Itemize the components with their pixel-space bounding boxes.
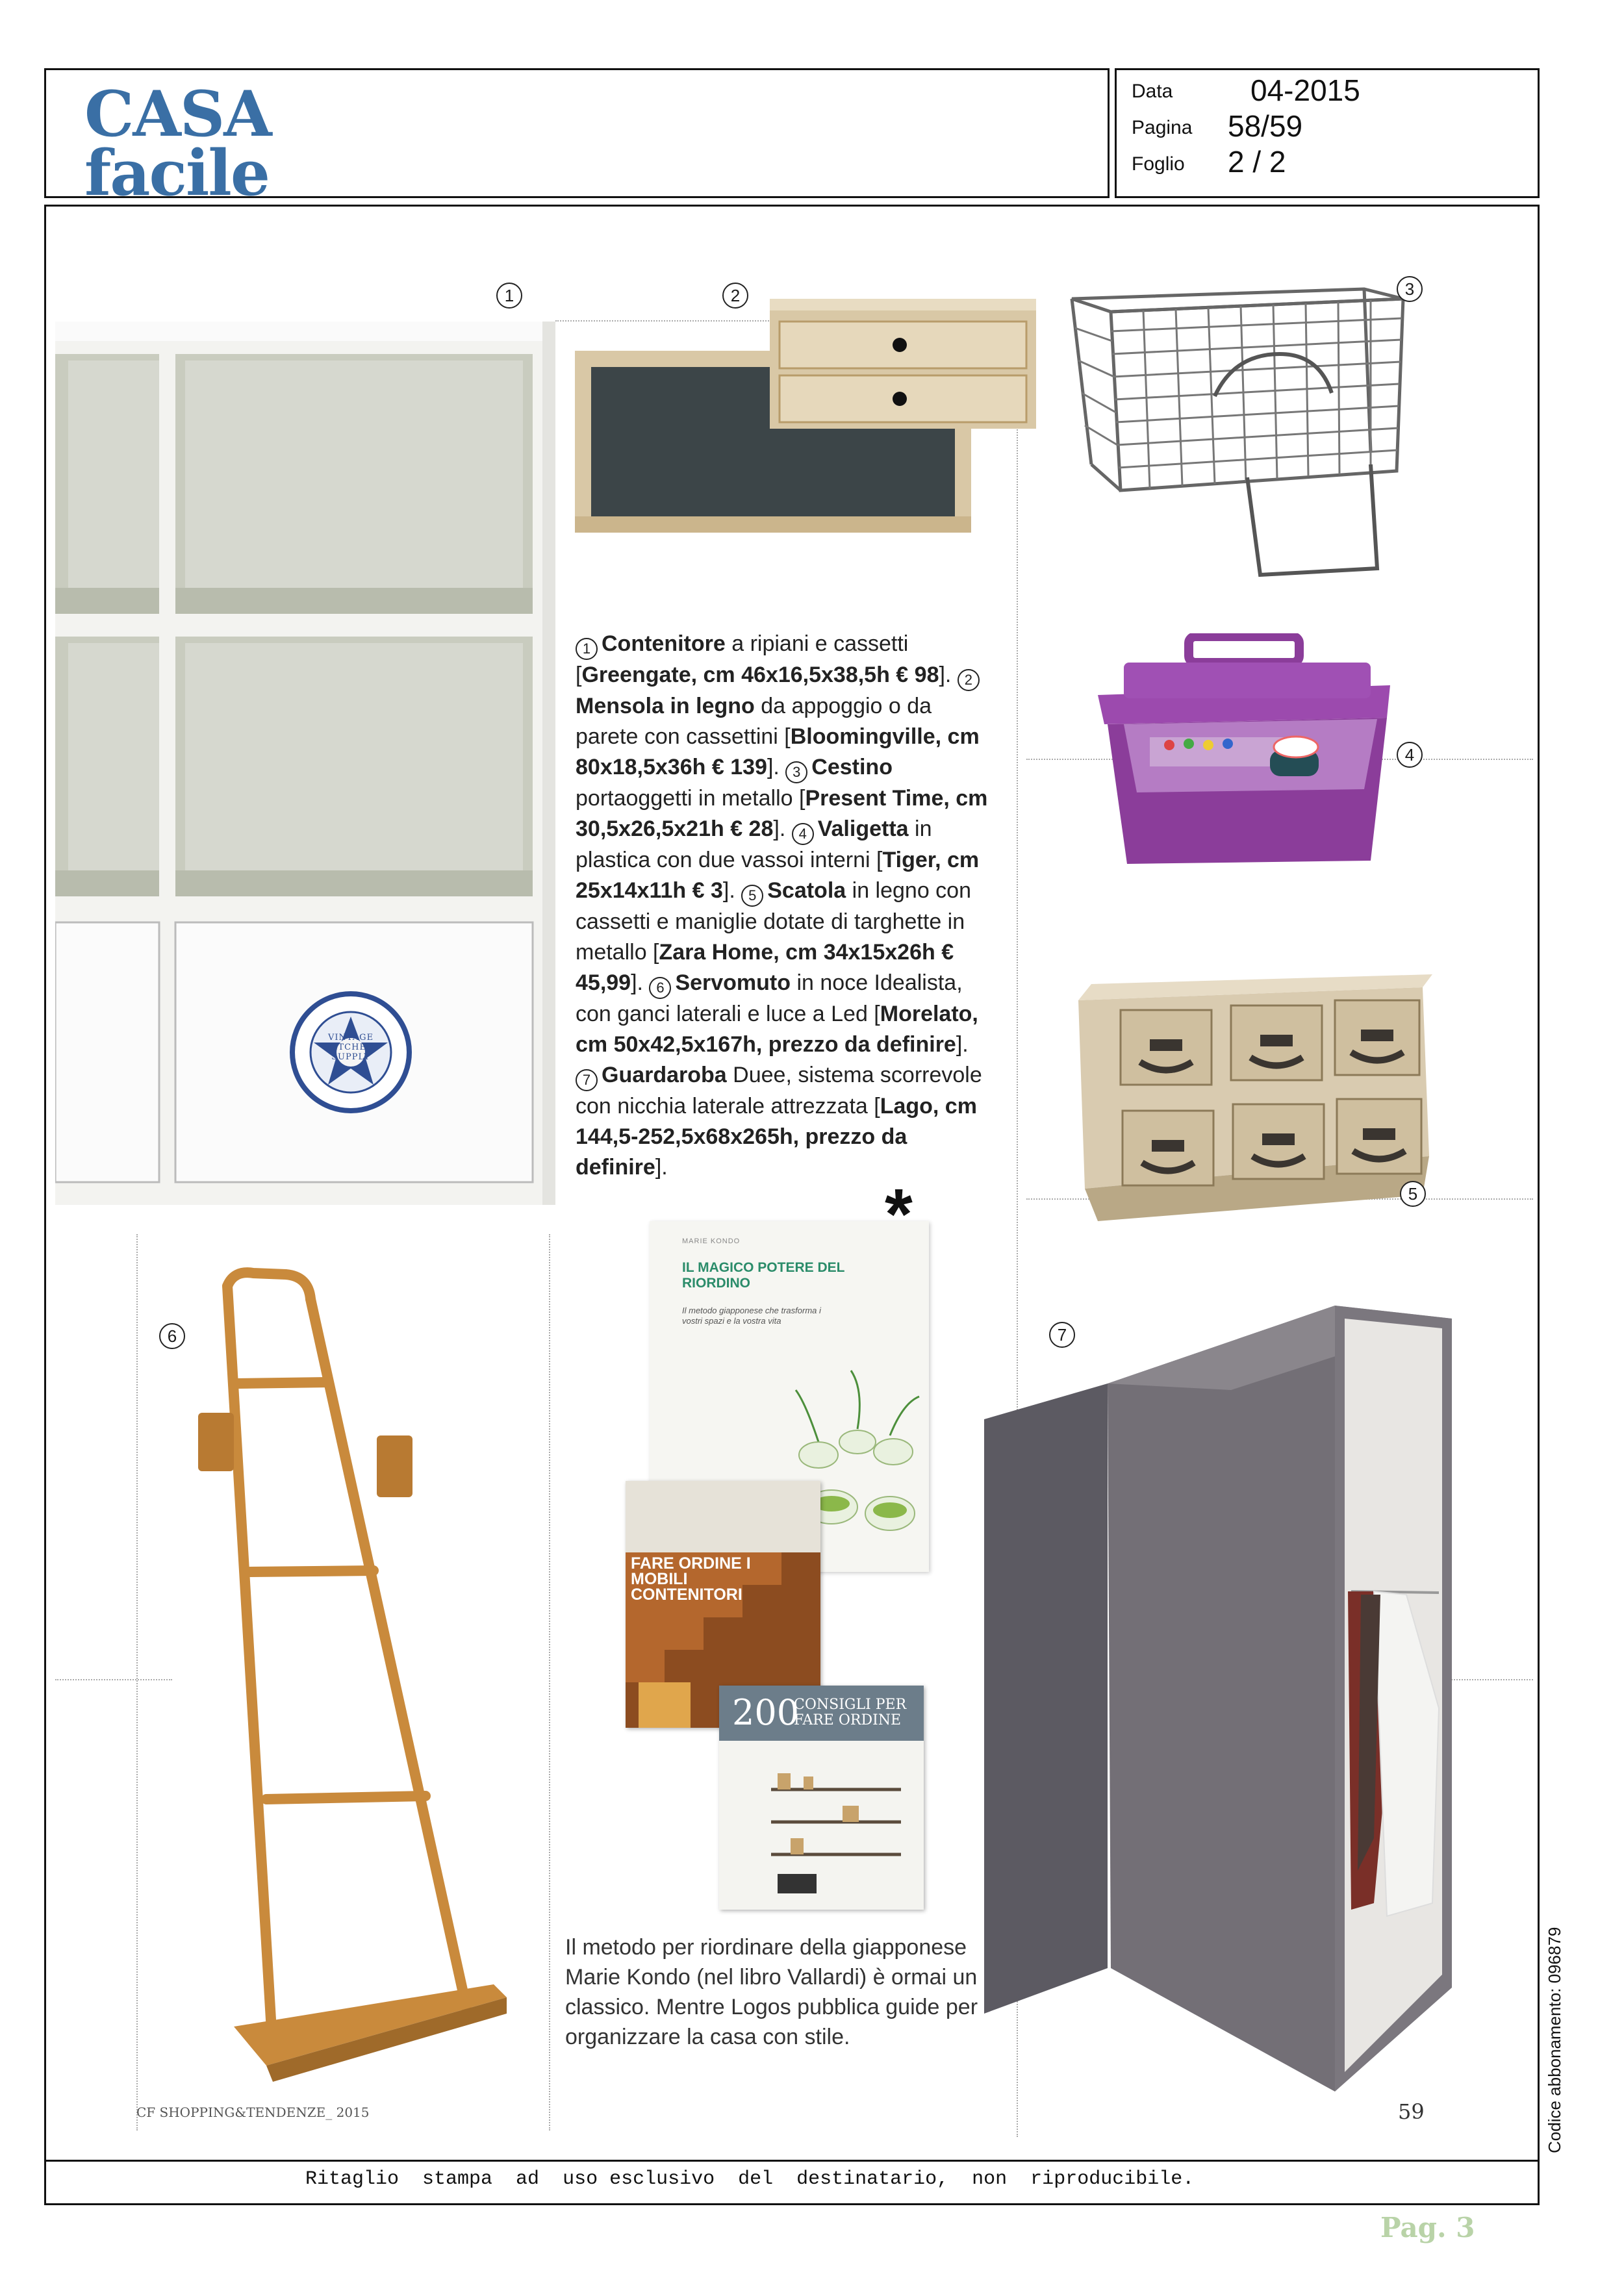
divider [549,1234,550,2131]
book-3-number: 200 [732,1692,800,1733]
valet-stand-image [188,1267,526,2105]
date-label: Data [1132,81,1173,102]
caption-item-4: 4 Valigetta in plastica con due vassoi interni [Tiger, cm 25x14x11h € 3]. [576,816,980,903]
sheet-label: Foglio [1132,153,1185,175]
marker-7: 7 [1049,1322,1075,1348]
subscription-code: Codice abbonamento: 096879 [1545,1927,1564,2153]
divider [136,1234,138,2131]
books-caption: Il metodo per riordinare della giapponese Marie Kondo (nel libro Vallardi) è ormai un classico. Mentre Logos pubblica guide per organizzare la casa con stile. [565,1935,978,2049]
marker-1: 1 [496,283,522,309]
shelf-stamp-text: VINTAGE KITCHEN SUPPLY [327,1033,375,1062]
sheet-value: 2 / 2 [1228,145,1286,179]
wooden-drawer-box-image [1072,961,1436,1228]
marker-2: 2 [722,283,748,309]
shelving-illustration [765,1764,907,1900]
caption-item-1: 1 Contenitore a ripiani e cassetti [Greengate, cm 46x16,5x38,5h € 98]. [576,631,958,687]
logo-line1: CASA [84,77,271,151]
caption-item-5: 5 Scatola in legno con cassetti e maniglie dotate di targhette in metallo [Zara Home, cm 34x15x26h € 45,99]. [576,878,971,995]
footer-line [44,2160,1540,2162]
book-2-title: FARE ORDINE I MOBILI CONTENITORI [631,1554,751,1604]
plastic-case-image [1098,633,1397,867]
marker-3: 3 [1397,276,1423,302]
page-label: Pagina [1132,117,1193,138]
page-number-stamp: Pag. 3 [1380,2212,1475,2244]
asterisk-mark: * [885,1174,913,1254]
folio-page-number: 59 [1398,2099,1425,2124]
caption-item-3: 3 Cestino portaoggetti in metallo [Present Time, cm 30,5x26,5x21h € 28]. [576,755,988,841]
logo-line2: facile [84,136,269,210]
product-caption [576,629,991,1183]
caption-item-6: 6 Servomuto in noce Idealista, con ganci laterali e luce a Led [Morelato, cm 50x42,5x167h, prezzo da definire]. [576,970,978,1057]
book-1-title: IL MAGICO POTERE DEL RIORDINO [682,1260,845,1291]
divider [55,1679,172,1680]
book-3-cover [719,1686,924,1910]
wire-basket-image [1065,270,1410,588]
shelf-unit-image [55,322,555,1205]
book-1-author: MARIE KONDO [682,1237,741,1245]
page-value: 58/59 [1228,109,1303,143]
book-1-subtitle: Il metodo giapponese che trasforma i vostri spazi e la vostra vita [682,1306,821,1326]
wall-shelf-image [572,299,1039,536]
caption-item-2: 2Mensola in legno da appoggio o da parete con cassettini [Bloomingville, cm 80x18,5x36h € 139]. [576,663,983,779]
marker-4: 4 [1397,742,1423,768]
wardrobe-image [984,1254,1465,2098]
marker-6: 6 [159,1323,185,1349]
caption-item-7: 7 Guardaroba Duee, sistema scorrevole con nicchia laterale attrezzata [Lago, cm 144,5-252,5x68x265h, prezzo da definire]. [576,1063,982,1180]
date-value: 04-2015 [1250,73,1360,107]
footer-notice: Ritaglio stampa ad uso esclusivo del destinatario, non riproducibile. [305,2168,1195,2190]
folio-left: CF SHOPPING&TENDENZE_ 2015 [136,2105,370,2120]
magazine-logo [84,77,271,210]
marker-5: 5 [1400,1181,1426,1207]
book-3-title: CONSIGLI PER FARE ORDINE [794,1697,907,1728]
